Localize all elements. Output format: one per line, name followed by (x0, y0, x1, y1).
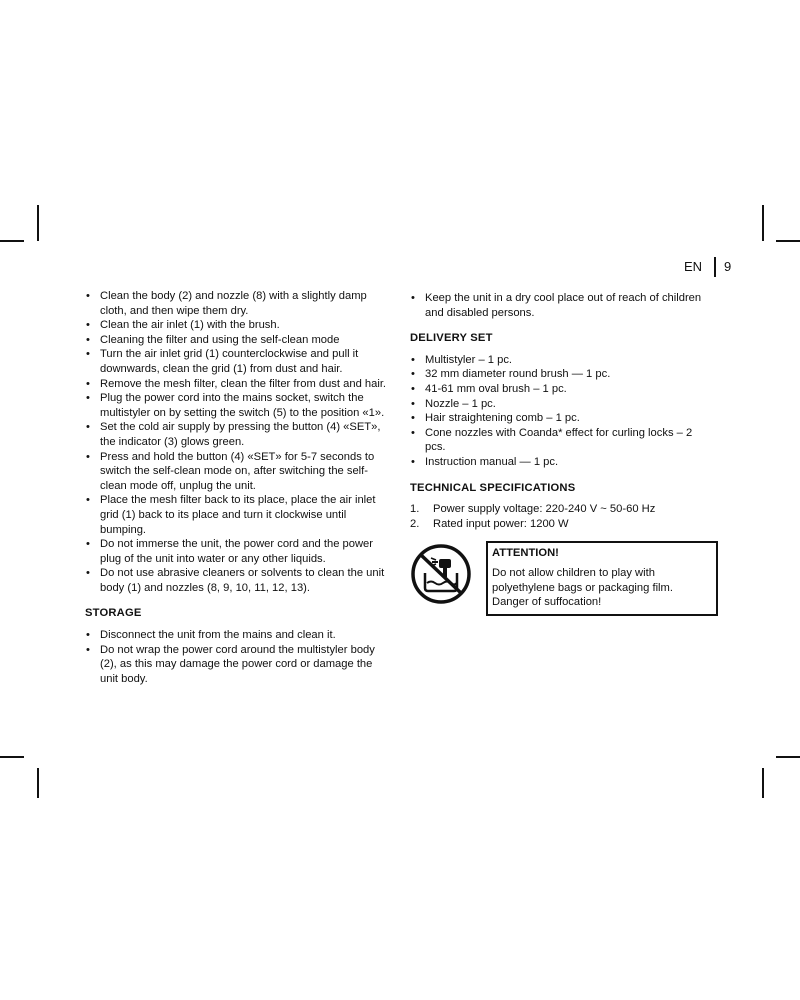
crop-mark (37, 768, 39, 798)
header-divider (714, 257, 716, 277)
item-number: 2. (410, 517, 420, 530)
left-column (85, 289, 390, 686)
list-item: • Set the cold air supply by pressing the button (4) «SET», the indicator (3) glows green. (85, 420, 390, 449)
list-item: • Cleaning the filter and using the self-clean mode (85, 333, 390, 348)
no-immersion-icon (410, 543, 472, 605)
item-text: Rated input power: 1200 W (433, 517, 569, 530)
list-item: • Clean the air inlet (1) with the brush. (85, 318, 390, 333)
list-item: • 32 mm diameter round brush — 1 pc. (410, 367, 715, 382)
attention-title: ATTENTION! (492, 547, 559, 560)
list-item: • Disconnect the unit from the mains and clean it. (85, 628, 390, 643)
crop-mark (0, 240, 24, 242)
technical-specifications-heading: TECHNICAL SPECIFICATIONS (410, 481, 576, 494)
item-text: Power supply voltage: 220-240 V ~ 50-60 Hz (433, 503, 656, 516)
crop-mark (762, 768, 764, 798)
list-item: • Clean the body (2) and nozzle (8) with a slightly damp cloth, and then wipe them dry. (85, 289, 390, 318)
storage-list (85, 628, 390, 686)
list-item: • Turn the air inlet grid (1) counterclockwise and pull it downwards, clean the grid (1) from dust and hair. (85, 347, 390, 376)
specifications-list (410, 502, 715, 531)
page-number: 9 (724, 259, 732, 274)
attention-block (410, 541, 715, 615)
list-item: • Keep the unit in a dry cool place out of reach of children and disabled persons. (410, 291, 715, 320)
crop-mark (762, 205, 764, 241)
attention-text: Do not allow children to play with polyethylene bags or packaging film. Danger of suffocation! (492, 566, 673, 609)
crop-mark (37, 205, 39, 241)
list-item: • 41-61 mm oval brush – 1 pc. (410, 382, 715, 397)
storage-continued-list (410, 291, 715, 320)
delivery-set-list (410, 353, 715, 470)
list-item: • Do not immerse the unit, the power cord and the power plug of the unit into water or any other liquids. (85, 537, 390, 566)
attention-box (486, 541, 718, 615)
list-item: • Remove the mesh filter, clean the filter from dust and hair. (85, 377, 390, 392)
list-item (410, 517, 715, 532)
list-item: • Do not wrap the power cord around the multistyler body (2), as this may damage the power cord or damage the unit body. (85, 643, 390, 687)
list-item: • Nozzle – 1 pc. (410, 397, 715, 412)
cleaning-list (85, 289, 390, 595)
list-item: • Instruction manual — 1 pc. (410, 455, 715, 470)
list-item: • Multistyler – 1 pc. (410, 353, 715, 368)
crop-mark (0, 756, 24, 758)
language-label: EN (684, 259, 703, 274)
right-column (410, 291, 715, 615)
storage-heading: STORAGE (85, 607, 142, 620)
list-item: • Press and hold the button (4) «SET» for 5-7 seconds to switch the self-clean mode on, after switching the self-clean mode off, unplug the unit. (85, 450, 390, 494)
list-item: • Do not use abrasive cleaners or solvents to clean the unit body (1) and nozzles (8, 9, 10, 11, 12, 13). (85, 566, 390, 595)
list-item: • Plug the power cord into the mains socket, switch the multistyler on by setting the switch (5) to the position «1». (85, 391, 390, 420)
delivery-set-heading: DELIVERY SET (410, 332, 493, 345)
item-number: 1. (410, 503, 420, 516)
list-item: • Cone nozzles with Coanda* effect for curling locks – 2 pcs. (410, 426, 715, 455)
crop-mark (776, 240, 800, 242)
list-item (410, 502, 715, 517)
list-item: • Hair straightening comb – 1 pc. (410, 411, 715, 426)
crop-mark (776, 756, 800, 758)
list-item: • Place the mesh filter back to its place, place the air inlet grid (1) back to its place and turn it clockwise until bumping. (85, 493, 390, 537)
page-header (680, 257, 740, 277)
